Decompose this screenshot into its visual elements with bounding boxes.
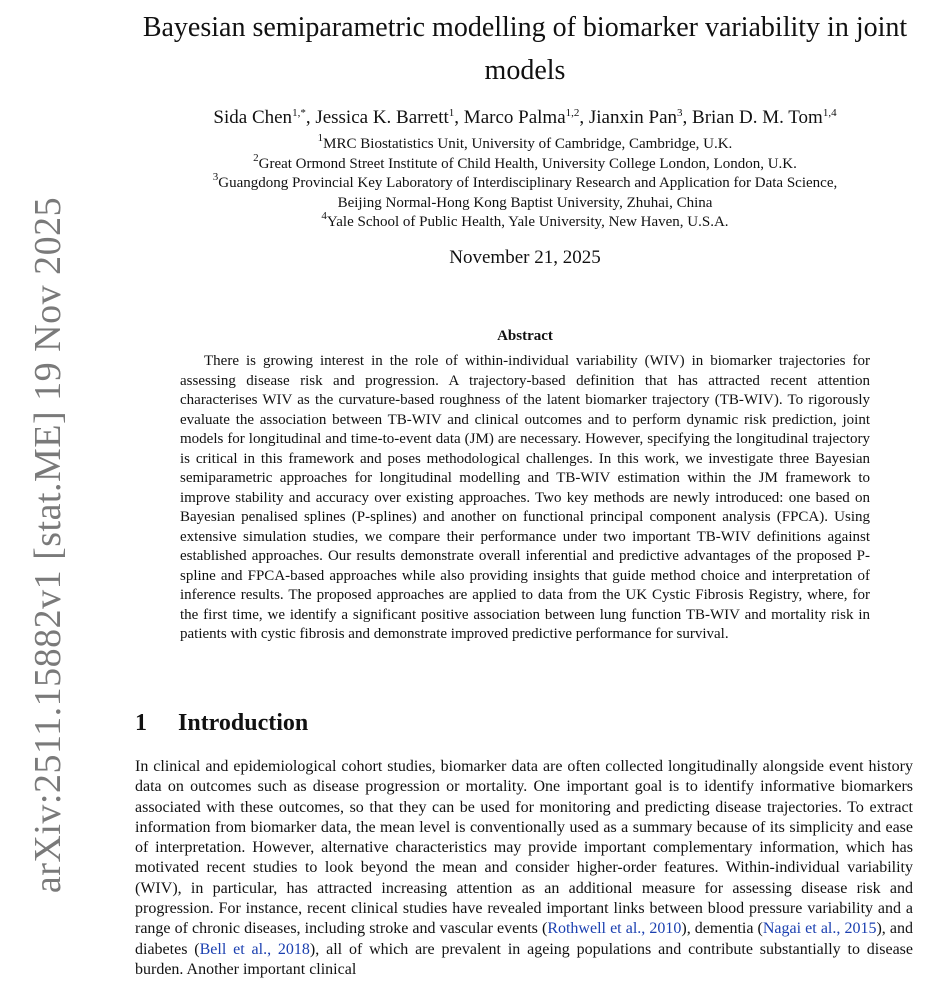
abstract-text: There is growing interest in the role of within-individual variability (WIV) in biomarker trajectories for assessing disease risk and progression. A trajectory-based definition that has attracted recent attention characterises WIV as the curvature-based roughness of the latent biomarker trajectory (TB-WIV). To rigorously evaluate the association between TB-WIV and clinical outcomes and to perform dynamic risk prediction, joint models for longitudinal and time-to-event data (JM) are necessary. However, specifying the longitudinal trajectory is critical in this framework and poses methodological challenges. In this work, we investigate three Bayesian semiparametric approaches for longitudinal modelling and TB-WIV estimation within the JM framework to improve stability and accuracy over existing approaches. Two key methods are newly introduced: one based on Bayesian penalised splines (P-splines) and another on functional principal component analysis (FPCA). Using extensive simulation studies, we compare their performance under two important TB-WIV definitions against established approaches. Our results demonstrate overall inferential and predictive advantages of the proposed P-spline and FPCA-based approaches while also providing insights that guide method choice and interpretation of inference results. The proposed approaches are applied to data from the UK Cystic Fibrosis Registry, where, for the first time, we identify a significant positive association between lung function TB-WIV and mortality risk in patients with cystic fibrosis and demonstrate improved predictive performance for survival. (180, 353, 870, 642)
citation-link[interactable]: Bell et al., 2018 (199, 940, 310, 958)
citation-link[interactable]: Nagai et al., 2015 (762, 920, 877, 938)
author-name: Jianxin Pan (588, 107, 678, 128)
publication-date: November 21, 2025 (449, 247, 601, 268)
intro-text: ), dementia ( (681, 920, 763, 938)
affiliation-number: 4 (321, 210, 327, 222)
affiliation-number: 2 (253, 151, 259, 164)
introduction-paragraph (135, 757, 913, 980)
author-name: Sida Chen (213, 107, 293, 128)
affiliation-text: Great Ormond Street Institute of Child Health, University College London, London, U.K. (258, 155, 797, 172)
affiliation (125, 210, 925, 233)
intro-text: ), and diabetes ( (135, 920, 913, 958)
abstract-heading: Abstract (497, 328, 553, 344)
author-name: Jessica K. Barrett (315, 107, 449, 128)
author-affiliation-mark: 1,4 (822, 107, 837, 119)
affiliation-list (125, 132, 925, 233)
affiliation-number: 1 (317, 132, 324, 144)
affiliation (125, 132, 925, 155)
arxiv-identifier: arXiv:2511.15882v1 [stat.ME] 19 Nov 2025 (27, 196, 69, 894)
affiliation (125, 194, 925, 214)
citation-link[interactable]: Rothwell et al., 2010 (547, 920, 682, 938)
paper-title: Bayesian semiparametric modelling of biomarker variability in joint models (142, 12, 908, 86)
affiliation-number: 3 (212, 171, 219, 183)
author-affiliation-mark: 1,* (292, 107, 306, 119)
section-number: 1 (135, 710, 147, 736)
affiliation (125, 171, 925, 194)
author-name: Brian D. M. Tom (692, 107, 823, 128)
affiliation-text: MRC Biostatistics Unit, University of Cambridge, Cambridge, U.K. (323, 136, 733, 152)
affiliation-text: Guangdong Provincial Key Laboratory of Interdisciplinary Research and Application for Data Science, (218, 175, 838, 191)
author-affiliation-mark: 3 (677, 107, 683, 119)
intro-text: ), all of which are prevalent in ageing populations and contribute substantially to disease burden. Another important clinical (135, 940, 914, 978)
author-name: Marco Palma (463, 107, 566, 128)
affiliation (125, 151, 925, 175)
affiliation-text: Beijing Normal-Hong Kong Baptist University, Zhuhai, China (337, 194, 713, 211)
author-affiliation-mark: 1,2 (565, 107, 580, 119)
section-title: Introduction (178, 710, 309, 736)
author-list: Sida Chen$^{1,*}$, Jessica K. Barrett$^1$, Marco Palma$^{1,2}$, Jianxin Pan$^3$, Brian D. M. Tom$^{1,4}$ (213, 107, 837, 128)
author-affiliation-mark: 1 (448, 107, 455, 119)
intro-text: In clinical and epidemiological cohort studies, biomarker data are often collected longitudinally alongside event history data on outcomes such as disease progression or mortality. One important goal is to identify informative biomarkers associated with these outcomes, so that they can be used for monitoring and predicting disease trajectories. To extract information from biomarker data, the mean level is conventionally used as a summary because of its simplicity and ease of interpretation. However, alternative characteristics may provide important complementary information, which has motivated recent studies to look beyond the mean and consider higher-order features. Within-individual variability (WIV), in particular, has attracted increasing attention as an additional measure for assessing disease risk and progression. For instance, recent clinical studies have revealed important links between blood pressure variability and a range of chronic diseases, including stroke and vascular events ( (135, 758, 913, 938)
affiliation-text: Yale School of Public Health, Yale University, New Haven, U.S.A. (326, 214, 729, 230)
section-heading (135, 710, 308, 737)
